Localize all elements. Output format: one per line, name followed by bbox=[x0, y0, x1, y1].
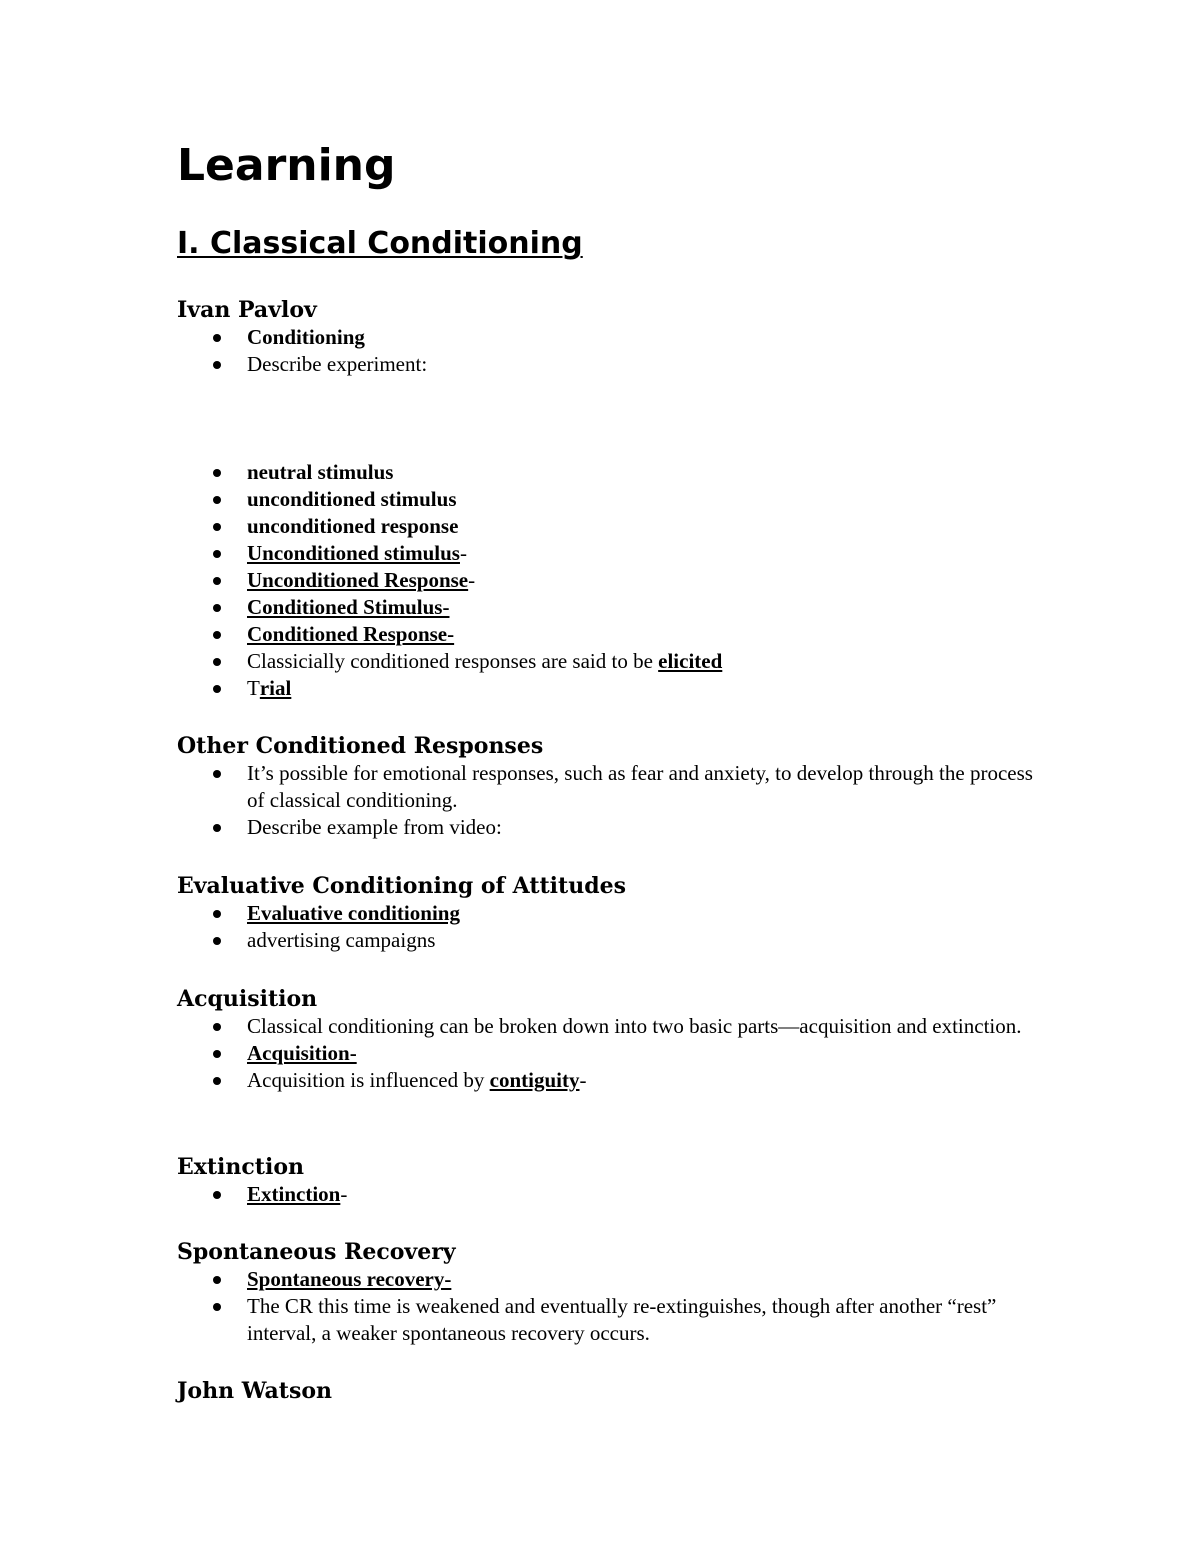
section-heading: Evaluative Conditioning of Attitudes bbox=[177, 873, 626, 899]
bullet-icon bbox=[213, 937, 221, 945]
bullet-icon bbox=[213, 334, 221, 342]
bullet-icon bbox=[213, 685, 221, 693]
bullet-icon bbox=[213, 824, 221, 832]
list-item: Unconditioned stimulus- bbox=[177, 540, 1037, 567]
bullet-list bbox=[177, 900, 1037, 954]
bullet-list bbox=[177, 1013, 1037, 1094]
section-other-conditioned-responses bbox=[177, 732, 1037, 841]
bullet-icon bbox=[213, 1077, 221, 1085]
list-item: Trial bbox=[177, 675, 1037, 702]
list-item: Conditioned Response- bbox=[177, 621, 1037, 648]
list-item: Classicially conditioned responses are said to be elicited bbox=[177, 648, 1037, 675]
bullet-icon bbox=[213, 1276, 221, 1284]
section-heading: John Watson bbox=[177, 1378, 332, 1404]
bullet-icon bbox=[213, 1023, 221, 1031]
bullet-list bbox=[177, 760, 1037, 841]
bullet-list bbox=[177, 1181, 1037, 1208]
bullet-icon bbox=[213, 361, 221, 369]
bullet-icon bbox=[213, 658, 221, 666]
list-item: neutral stimulus bbox=[177, 459, 1037, 486]
bullet-icon bbox=[213, 1303, 221, 1311]
section-spontaneous-recovery bbox=[177, 1238, 1037, 1347]
list-item: The CR this time is weakened and eventually re-extinguishes, though after another “rest” interval, a weaker spontaneous recovery occurs. bbox=[177, 1293, 1037, 1347]
chapter-heading: I. Classical Conditioning bbox=[177, 226, 583, 261]
bullet-icon bbox=[213, 496, 221, 504]
section-heading: Other Conditioned Responses bbox=[177, 733, 544, 759]
bullet-icon bbox=[213, 1191, 221, 1199]
bullet-list bbox=[177, 1266, 1037, 1347]
bullet-icon bbox=[213, 577, 221, 585]
section-heading: Ivan Pavlov bbox=[177, 297, 317, 323]
section-extinction bbox=[177, 1153, 1037, 1208]
list-item: unconditioned response bbox=[177, 513, 1037, 540]
list-item: unconditioned stimulus bbox=[177, 486, 1037, 513]
bullet-icon bbox=[213, 631, 221, 639]
bullet-icon bbox=[213, 604, 221, 612]
section-heading: Extinction bbox=[177, 1154, 304, 1180]
section-john-watson bbox=[177, 1377, 1037, 1405]
bullet-icon bbox=[213, 469, 221, 477]
document-title: Learning bbox=[177, 140, 396, 191]
bullet-icon bbox=[213, 770, 221, 778]
bullet-icon bbox=[213, 550, 221, 558]
bullet-icon bbox=[213, 910, 221, 918]
list-item: advertising campaigns bbox=[177, 927, 1037, 954]
section-ivan-pavlov bbox=[177, 296, 1037, 702]
list-item: Evaluative conditioning bbox=[177, 900, 1037, 927]
section-evaluative-conditioning bbox=[177, 872, 1037, 954]
bullet-icon bbox=[213, 1050, 221, 1058]
bullet-list bbox=[177, 324, 1037, 378]
list-item: Classical conditioning can be broken down into two basic parts—acquisition and extinction. bbox=[177, 1013, 1037, 1040]
bullet-list bbox=[177, 459, 1037, 702]
list-item: Describe example from video: bbox=[177, 814, 1037, 841]
list-item: Conditioning bbox=[177, 324, 1037, 351]
list-item: Describe experiment: bbox=[177, 351, 1037, 378]
list-item: Acquisition- bbox=[177, 1040, 1037, 1067]
list-item: Unconditioned Response- bbox=[177, 567, 1037, 594]
blank-space bbox=[177, 378, 1037, 459]
section-heading: Acquisition bbox=[177, 986, 318, 1012]
section-heading: Spontaneous Recovery bbox=[177, 1239, 456, 1265]
section-acquisition bbox=[177, 985, 1037, 1094]
bullet-icon bbox=[213, 523, 221, 531]
list-item: Extinction- bbox=[177, 1181, 1037, 1208]
list-item: Conditioned Stimulus- bbox=[177, 594, 1037, 621]
list-item: Acquisition is influenced by contiguity- bbox=[177, 1067, 1037, 1094]
list-item: It’s possible for emotional responses, such as fear and anxiety, to develop through the process of classical conditioning. bbox=[177, 760, 1037, 814]
list-item: Spontaneous recovery- bbox=[177, 1266, 1037, 1293]
